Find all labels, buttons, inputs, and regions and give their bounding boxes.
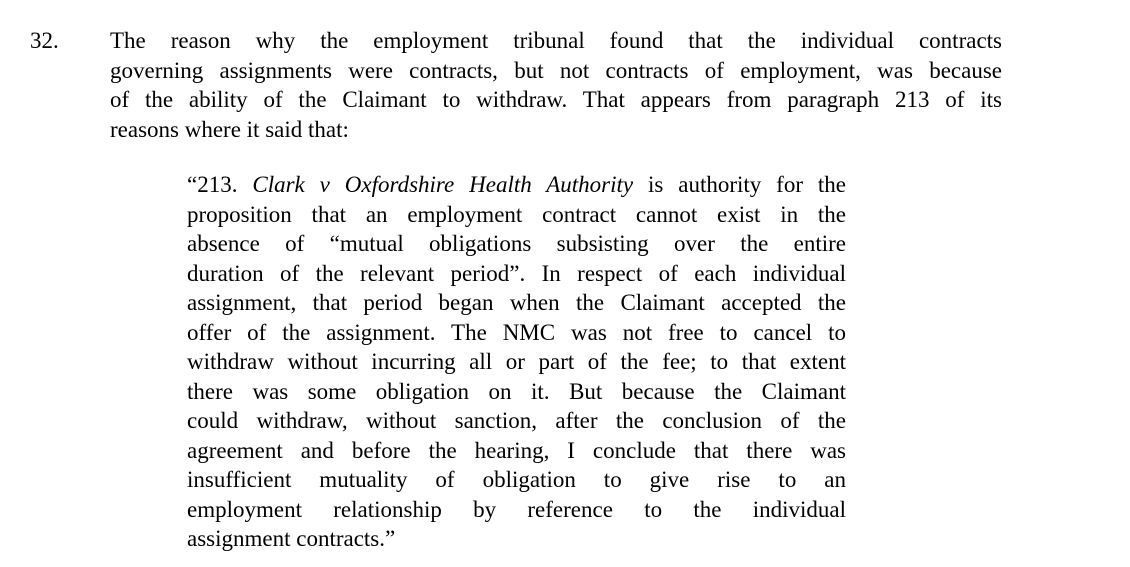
paragraph-line: governing assignments were contracts, but not contracts of employment, was because: [110, 57, 1002, 83]
quote-first-line: [187, 170, 846, 200]
case-name: Clark v Oxfordshire Health Authority: [252, 172, 634, 197]
quote-line: proposition that an employment contract cannot exist in the: [187, 201, 846, 227]
quote-prefix: “213.: [187, 172, 253, 197]
paragraph-line: The reason why the employment tribunal found that the individual contracts: [110, 28, 1002, 53]
paragraph-line: of the ability of the Claimant to withdraw. That appears from paragraph 213 of its: [110, 87, 1002, 112]
paragraph-number: 32.: [30, 28, 59, 53]
paragraph-line: reasons where it said that:: [110, 116, 349, 142]
quote-line: duration of the relevant period”. In respect of each individual: [187, 260, 846, 286]
paragraph-text: [110, 26, 1002, 144]
quote-line: could withdraw, without sanction, after the conclusion of the: [187, 408, 846, 433]
quote-line: agreement and before the hearing, I conclude that there was: [187, 437, 846, 463]
quote-line: employment relationship by reference to the individual: [187, 496, 846, 522]
quote-line: absence of “mutual obligations subsisting over the entire: [187, 231, 846, 256]
block-quote: [187, 170, 846, 554]
quote-line: offer of the assignment. The NMC was not free to cancel to: [187, 319, 846, 345]
quote-line: assignment contracts.”: [187, 526, 396, 551]
quote-line: assignment, that period began when the Claimant accepted the: [187, 290, 846, 315]
quote-first-line-suffix: is authority for the: [633, 172, 846, 197]
quote-line: there was some obligation on it. But because the Claimant: [187, 378, 846, 404]
quote-line: withdraw without incurring all or part of the fee; to that extent: [187, 349, 846, 374]
quote-line: insufficient mutuality of obligation to give rise to an: [187, 467, 846, 492]
